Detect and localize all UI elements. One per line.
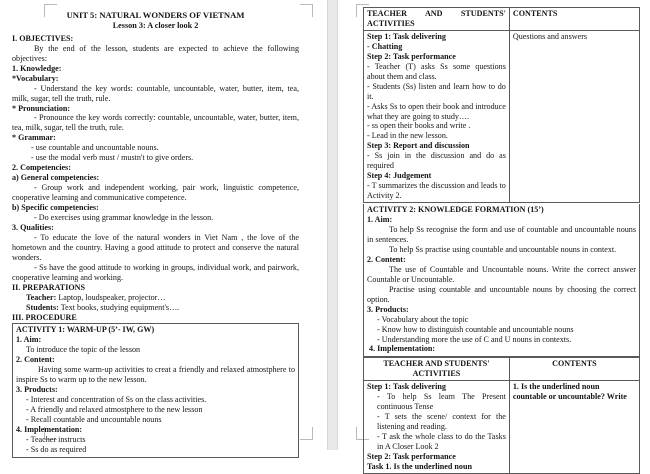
t2-contents-line-1: countable or uncountable? Write [512, 392, 627, 402]
preparations-heading: II. PREPARATIONS [12, 282, 86, 292]
grammar-heading: * Grammar: [12, 133, 56, 143]
table-row [364, 30, 640, 202]
t1-line-5: - Asks Ss to open their book and introduce what they are going to study…. [367, 101, 506, 121]
table-row-header [364, 8, 640, 31]
t1-line-3: - Teacher (T) asks Ss some questions about them and class. [367, 61, 506, 81]
activity-1-content-text: Having some warm-up activities to creat a friendly and relaxed atmostphere to inspire Ss to warm up to the new lesson. [16, 365, 295, 385]
table2-contents-cell [509, 381, 639, 474]
table2-header-activities: TEACHER AND STUDENTS' ACTIVITIES [364, 358, 510, 381]
grammar-item-0: - use countable and uncountable nouns. [31, 143, 159, 153]
qualities-item-0: - To educate the love of the natural wonders in Viet Nam , the love of the hometown and the country. Having a good attitude to protect and conserve the natural wonders. [12, 232, 299, 262]
vocabulary-heading: *Vocabulary: [12, 73, 59, 83]
activity-2-aim-0: To help Ss recognise the form and use of countable and uncountable nouns in sentences. [367, 225, 636, 244]
knowledge-heading: 1. Knowledge: [12, 63, 62, 73]
t1-line-4: - Students (Ss) listen and learn how to do it. [367, 81, 506, 101]
qualities-heading: 3. Qualities: [12, 222, 54, 232]
teacher-text: Laptop, loudspeaker, projector… [58, 292, 166, 302]
procedure-heading: III. PROCEDURE [12, 312, 77, 322]
t1-step1: Step 1: Task delivering [367, 31, 446, 41]
table2-header-contents: CONTENTS [509, 358, 639, 381]
preparations-students [12, 303, 299, 313]
t2-task1: Task 1. Is the underlined noun [367, 461, 472, 471]
document-page-right [338, 0, 649, 471]
activity-2-content-1: Practise using countable and uncountable nouns by choosing the correct option. [367, 284, 636, 304]
activity-1-implementation-1: - Ss do as required [26, 444, 87, 454]
t1-line-6: - ss open their books and write . [367, 121, 471, 131]
t1-line-7: - Lead in the new lesson. [367, 131, 448, 141]
activity-2-box [363, 204, 640, 357]
activity-2-product-1: - Know how to distinguish countable and uncountable nouns [377, 324, 574, 334]
table-row-header [364, 358, 640, 381]
t2-step1: Step 1: Task delivering [367, 382, 446, 392]
t1-step3: Step 3: Report and discussion [367, 141, 470, 151]
activity-1-aim-text: To introduce the topic of the lesson [26, 345, 141, 355]
activity-1-content-heading: 2. Content: [16, 355, 55, 365]
activity-1-aim-heading: 1. Aim: [16, 335, 42, 345]
specific-competencies-heading: b) Specific competencies: [12, 203, 99, 213]
activity-1-implementation-0: - Teacher instructs [26, 434, 86, 444]
activity-2-product-0: - Vocabulary about the topic [377, 314, 469, 324]
activity-1-title: ACTIVITY 1: WARM-UP (5’- IW, GW) [16, 325, 155, 335]
competencies-heading: 2. Competencies: [12, 163, 71, 173]
objectives-intro: By the end of the lesson, students are expected to achieve the following objectives: [12, 43, 299, 63]
activity-2-content-heading: 2. Content: [367, 254, 406, 264]
general-competencies-text: - Group work and independent working, pair work, linguistic competence, cooperative learning and communicative competence. [12, 183, 299, 203]
left-page-content [0, 0, 327, 458]
activity-2-products-heading: 3. Products: [367, 304, 409, 314]
t2-line-3: - T ask the whole class to do the Tasks in A Closer Look 2 [377, 432, 506, 452]
general-competencies-heading: a) General competencies: [12, 173, 100, 183]
activity-2-title: ACTIVITY 2: KNOWLEDGE FORMATION (15’) [367, 205, 544, 215]
table1-header-activities: TEACHER AND STUDENTS' ACTIVITIES [364, 8, 510, 31]
activity-1-product-0: - Interest and concentration of Ss on the class activities. [26, 395, 207, 405]
table1-activities-cell [364, 30, 510, 202]
activity-2-content-0: The use of Countable and Uncountable nouns. Write the correct answer Countable or Uncountable. [367, 264, 636, 284]
activity-1-procedure-table [363, 7, 640, 203]
t1-line-9: - Ss join in the discussion and do as required [367, 151, 506, 171]
students-label: Students: [26, 302, 59, 312]
activity-2-aim-heading: 1. Aim: [367, 215, 393, 225]
t2-contents-line-0: 1. Is the underlined noun [512, 382, 600, 392]
activity-1-product-2: - Recall countable and uncountable nouns [26, 415, 162, 425]
table2-activities-cell [364, 381, 510, 474]
document-page-left [0, 0, 327, 454]
table1-header-contents: CONTENTS [509, 8, 639, 31]
teacher-label: Teacher: [26, 292, 57, 302]
activity-2-implementation-heading: 4. Implementation: [369, 344, 436, 354]
t1-step2: Step 2: Task performance [367, 51, 456, 61]
activity-1-products-heading: 3. Products: [16, 385, 58, 395]
activity-1-box [12, 323, 299, 457]
objectives-heading: I. OBJECTIVES: [12, 33, 74, 43]
page-gutter [327, 0, 338, 450]
t2-step2: Step 2: Task performance [367, 451, 456, 461]
activity-2-procedure-table [363, 357, 640, 473]
t2-line-1: - To help Ss learn The Present continuous Tense [377, 392, 506, 412]
activity-1-implementation-heading: 4. Implementation: [16, 425, 83, 434]
qualities-item-1: - Ss have the good attitude to working in groups, individual work, and pairwork, cooperative learning and working. [12, 262, 299, 282]
t2-line-2: - T sets the scene/ context for the listening and reading. [377, 412, 506, 432]
t1-chatting: - Chatting [367, 41, 403, 51]
activity-2-product-2: - Understanding more the use of C and U nouns in contexts. [377, 334, 572, 344]
document-title: UNIT 5: NATURAL WONDERS OF VIETNAM [66, 10, 245, 20]
t1-step4: Step 4: Judgement [367, 171, 432, 181]
table-row [364, 381, 640, 474]
document-subtitle: Lesson 3: A closer look 2 [112, 21, 199, 31]
t1-contents-text: Questions and answers [512, 31, 588, 41]
grammar-item-1: - use the modal verb must / mustn't to give orders. [31, 153, 194, 163]
t1-line-11: - T summarizes the discussion and leads to Activity 2. [367, 181, 506, 201]
pronunciation-text: - Pronounce the key words correctly: countable, uncountable, water, butter, item, tea, milk, sugar, tell the truth, rule. [12, 113, 299, 133]
table1-contents-cell [509, 30, 639, 202]
right-page-content [338, 0, 649, 474]
activity-2-aim-1: To help Ss practise using countable and uncountable nouns in context. [389, 244, 617, 254]
activity-1-product-1: - A friendly and relaxed atmostphere to the new lesson [26, 405, 203, 415]
students-text: Text books, studying equipment's…. [60, 302, 180, 312]
vocabulary-text: - Understand the key words: countable, uncountable, water, butter, item, tea, milk, sugar, tell the truth, rule. [12, 83, 299, 103]
specific-competencies-text: - Do exercises using grammar knowledge in the lesson. [34, 212, 214, 222]
pronunciation-heading: * Pronunciation: [12, 103, 71, 113]
preparations-teacher [12, 293, 299, 303]
